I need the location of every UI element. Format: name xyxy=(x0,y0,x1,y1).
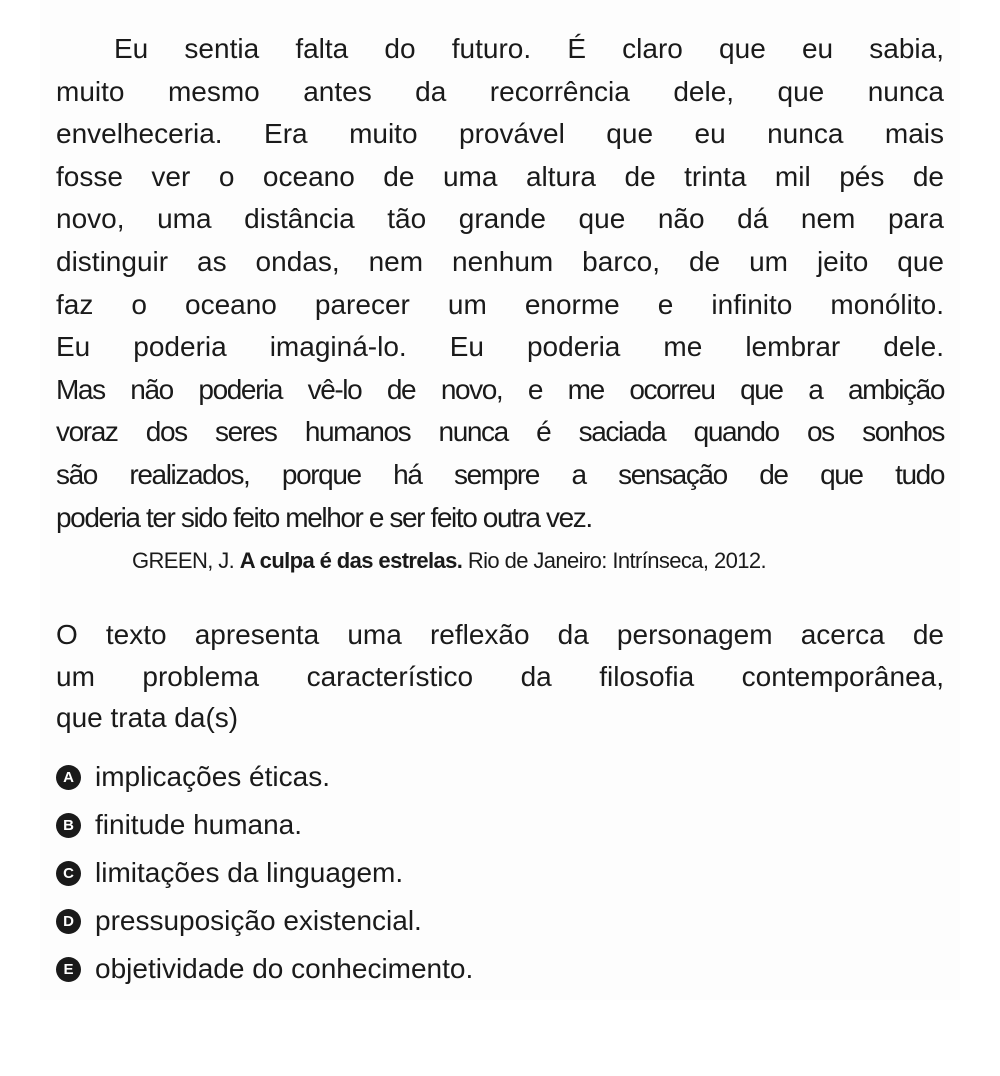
passage-line: são realizados, porque há sempre a sensação de que tudo xyxy=(56,458,944,490)
passage-line: Eu sentia falta do futuro. É claro que eu sabia, xyxy=(114,33,944,64)
question-line: O texto apresenta uma reflexão da personagem acerca de xyxy=(56,619,944,650)
option-text: objetividade do conhecimento. xyxy=(95,953,474,984)
passage-line: muito mesmo antes da recorrência dele, que nunca xyxy=(56,75,944,107)
option-letter-badge: A xyxy=(56,765,81,790)
option-text: pressuposição existencial. xyxy=(95,905,422,936)
option-d[interactable] xyxy=(56,897,944,945)
passage-line: distinguir as ondas, nem nenhum barco, de um jeito que xyxy=(56,245,944,277)
option-text: limitações da linguagem. xyxy=(95,857,404,888)
answer-options xyxy=(56,753,944,993)
option-letter-badge: E xyxy=(56,957,81,982)
passage-line: envelheceria. Era muito provável que eu nunca mais xyxy=(56,118,944,150)
option-b[interactable] xyxy=(56,801,944,849)
option-a[interactable] xyxy=(56,753,944,801)
reference-author: GREEN, J. xyxy=(132,548,235,573)
bibliographic-reference xyxy=(132,546,766,576)
passage-line: voraz dos seres humanos nunca é saciada quando os sonhos xyxy=(56,416,944,448)
option-c[interactable] xyxy=(56,849,944,897)
option-letter-badge: C xyxy=(56,861,81,886)
passage-line: faz o oceano parecer um enorme e infinito monólito. xyxy=(56,288,944,320)
option-text: finitude humana. xyxy=(95,809,303,840)
exam-page xyxy=(40,0,960,1000)
option-letter-badge: B xyxy=(56,813,81,838)
passage-line: Eu poderia imaginá-lo. Eu poderia me lembrar dele. xyxy=(56,331,944,363)
question-line: um problema característico da filosofia contemporânea, xyxy=(56,660,944,692)
reference-publisher: Rio de Janeiro: Intrínseca, 2012. xyxy=(467,548,767,573)
passage-line: fosse ver o oceano de uma altura de trinta mil pés de xyxy=(56,160,944,192)
passage-line: poderia ter sido feito melhor e ser feito outra vez. xyxy=(56,501,592,533)
passage-text xyxy=(56,28,944,539)
passage-line: novo, uma distância tão grande que não dá nem para xyxy=(56,203,944,235)
option-letter-badge: D xyxy=(56,909,81,934)
option-text: implicações éticas. xyxy=(95,761,330,792)
question-line: que trata da(s) xyxy=(56,702,239,733)
passage-line: Mas não poderia vê-lo de novo, e me ocorreu que a ambição xyxy=(56,373,944,405)
question-stem xyxy=(56,614,944,739)
option-e[interactable] xyxy=(56,945,944,993)
reference-title: A culpa é das estrelas. xyxy=(239,548,463,573)
